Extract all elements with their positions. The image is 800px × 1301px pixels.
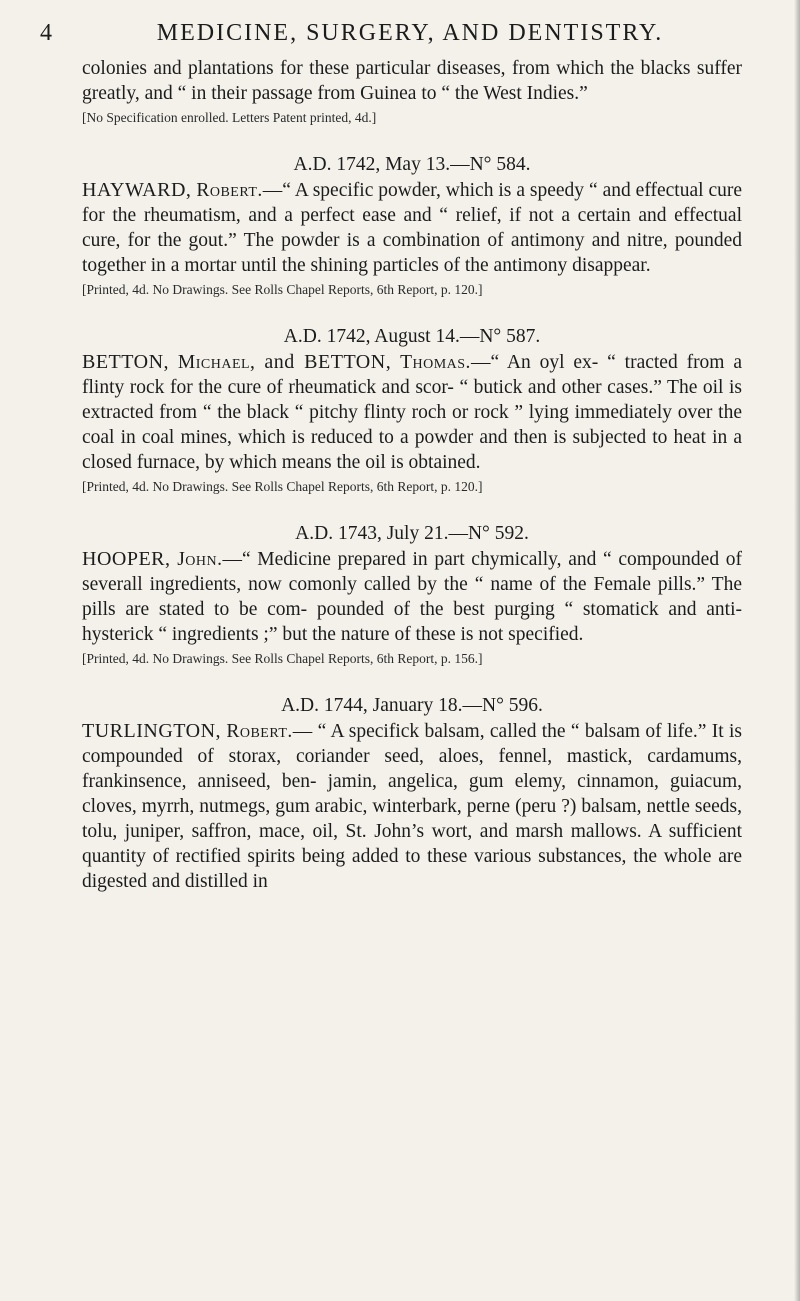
patentee-given-name: Michael,	[177, 352, 256, 373]
patentee-surname: HAYWARD,	[82, 179, 192, 201]
entry-text: — “ A specifick balsam, called the “ balsam of life.” It is compounded of storax, coriander seed, aloes, fennel, mastick, cardamums, frankinsence, anniseed, ben- jamin, angelica, gum elemy, cinnamon, guiacum, cloves, myrrh, nutmegs, gum arabic, winterbark, perne (peru ?) balsam, nettle seeds, tolu, juniper, saffron, mace, oil, St. John’s wort, and marsh mallows. A sufficient quantity of rectified spirits being added to these various substances, the whole are digested and distilled in	[82, 721, 743, 892]
patentee-surname: HOOPER,	[82, 548, 171, 570]
intro-block	[82, 56, 742, 128]
entry-text: —“ An oyl ex- “ tracted from a flinty rock for the cure of rheumatick and scor- “ butick and other cases.” The oil is extracted from “ the black “ pitchy flinty roch or rock ” lying immediately over the coal in coal mines, which is reduced to a powder and then is subjected to heat in a closed furnace, by which means the oil is obtained.	[82, 352, 742, 473]
running-head: MEDICINE, SURGERY, AND DENTISTRY.	[156, 20, 664, 46]
patent-entry-587	[82, 324, 742, 497]
page-edge-shadow	[794, 0, 800, 1301]
entry-text: —“ A specific powder, which is a speedy “ and effectual cure for the rheumatism, and a perfect ease and “ relief, if not a certain and effectual cure, for the gout.” The powder is a combination of antimony and nitre, pounded together in a mortar until the shining particles of the antimony disappear.	[82, 180, 742, 276]
entry-heading: A.D. 1742, May 13.—N° 584.	[293, 154, 531, 175]
entry-heading: A.D. 1742, August 14.—N° 587.	[283, 326, 541, 347]
entry-text: —“ Medicine prepared in part chymically, and “ compounded of severall ingredients, now comonly called by the “ name of the Female pills.” The pills are stated to be com- pounded of the best purging “ stomatick and anti-hysterick “ ingredients ;” but the nature of these is not specified.	[82, 549, 742, 645]
page-number: 4	[40, 20, 53, 46]
patentee-given-name: John.	[177, 549, 223, 570]
entry-paragraph	[82, 178, 742, 278]
patent-entry-596	[82, 693, 742, 894]
intro-paragraph: colonies and plantations for these particular diseases, from which the blacks suffer greatly, and “ in their passage from Guinea to “ the West Indies.”	[82, 58, 742, 104]
page-header	[40, 20, 780, 56]
entry-paragraph	[82, 350, 742, 475]
page-body	[82, 56, 742, 894]
patentee-given-name: Robert.	[226, 721, 293, 742]
entry-heading: A.D. 1744, January 18.—N° 596.	[281, 695, 543, 716]
entry-note: [Printed, 4d. No Drawings. See Rolls Chapel Reports, 6th Report, p. 120.]	[82, 479, 483, 494]
patent-entry-592	[82, 521, 742, 669]
entry-heading: A.D. 1743, July 21.—N° 592.	[295, 523, 529, 544]
patentee-given-name: Robert.	[196, 180, 263, 201]
patentee-surname: BETTON,	[82, 351, 170, 373]
intro-note: [No Specification enrolled. Letters Patent printed, 4d.]	[82, 110, 377, 125]
patentee-surname: TURLINGTON,	[82, 720, 222, 742]
entry-paragraph	[82, 547, 742, 647]
second-patentee-given-name: Thomas.	[400, 352, 471, 373]
second-patentee-surname: and BETTON,	[264, 351, 392, 373]
entry-note: [Printed, 4d. No Drawings. See Rolls Chapel Reports, 6th Report, p. 156.]	[82, 651, 483, 666]
entry-note: [Printed, 4d. No Drawings. See Rolls Chapel Reports, 6th Report, p. 120.]	[82, 282, 483, 297]
entry-paragraph	[82, 719, 742, 894]
patent-entry-584	[82, 152, 742, 300]
